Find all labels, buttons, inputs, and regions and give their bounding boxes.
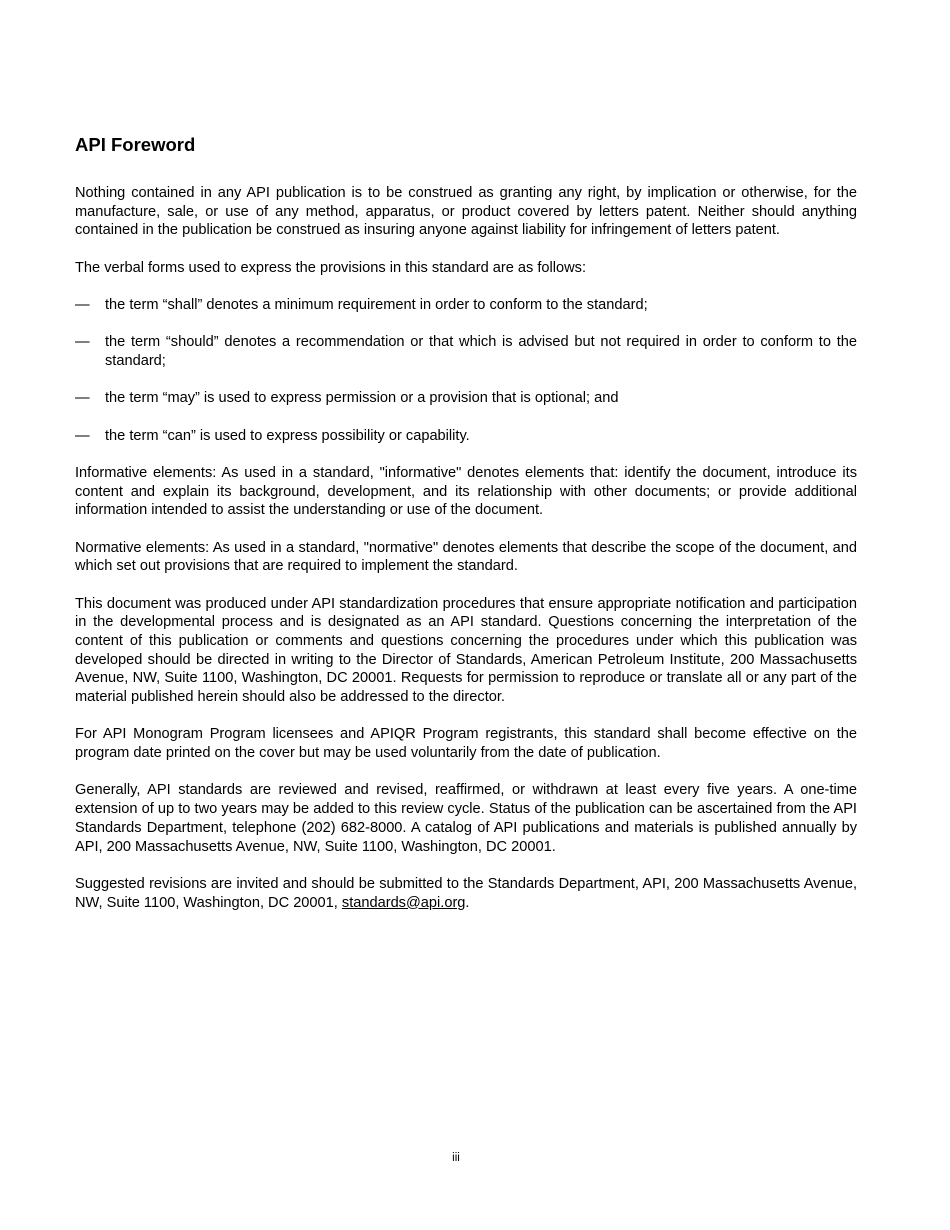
list-item-text: the term “shall” denotes a minimum requirement in order to conform to the standard; bbox=[105, 297, 648, 313]
review-paragraph: Generally, API standards are reviewed and revised, reaffirmed, or withdrawn at least every five years. A one-time extension of up to two years may be added to this review cycle. Status of the publication can be ascertained from the API Standards Department, telephone (202) 682-8000. A catalog of API publications and materials is published annually by API, 200 Massachusetts Avenue, NW, Suite 1100, Washington, DC 20001. bbox=[75, 782, 857, 855]
list-dash: — bbox=[75, 297, 90, 313]
list-item-may bbox=[75, 389, 857, 408]
page-title: API Foreword bbox=[75, 134, 196, 155]
verbal-forms-intro: The verbal forms used to express the provisions in this standard are as follows: bbox=[75, 259, 587, 276]
list-dash: — bbox=[75, 390, 90, 407]
standards-email-link[interactable]: standards@api.org bbox=[341, 894, 466, 911]
revisions-paragraph bbox=[75, 875, 857, 912]
patent-paragraph: Nothing contained in any API publication is to be construed as granting any right, by implication or otherwise, for the manufacture, sale, or use of any method, apparatus, or product covered by letters patent. Neither should anything contained in the publication be construed as insuring anyone against liability for infringement of letters patent. bbox=[75, 185, 857, 239]
list-dash: — bbox=[75, 334, 90, 351]
informative-paragraph: Informative elements: As used in a standard, "informative" denotes elements that: identify the document, introduce its content and explain its background, development, and its relationship with other documents; or provide additional information intended to assist the understanding or use of the document. bbox=[75, 464, 857, 519]
monogram-paragraph: For API Monogram Program licensees and APIQR Program registrants, this standard shall become effective on the program date printed on the cover but may be used voluntarily from the date of publication. bbox=[75, 726, 857, 762]
list-item-shall bbox=[75, 296, 857, 315]
document-page bbox=[75, 133, 857, 912]
list-dash: — bbox=[75, 427, 90, 444]
list-item-can bbox=[75, 427, 857, 446]
list-item-text: the term “may” is used to express permission or a provision that is optional; and bbox=[105, 390, 619, 407]
normative-paragraph: Normative elements: As used in a standard, "normative" denotes elements that describe the scope of the document, and which set out provisions that are required to implement the standard. bbox=[75, 539, 857, 575]
list-item-should bbox=[75, 333, 857, 370]
revisions-text: Suggested revisions are invited and should be submitted to the Standards Department, API, 200 Massachusetts Avenue, NW, Suite 1100, Washington, DC 20001, bbox=[75, 875, 857, 911]
list-item-text: the term “can” is used to express possibility or capability. bbox=[105, 427, 470, 444]
page-number: iii bbox=[452, 1152, 460, 1164]
list-item-text: the term “should” denotes a recommendation or that which is advised but not required in order to conform to the standard; bbox=[105, 334, 857, 369]
revisions-suffix: . bbox=[465, 894, 470, 911]
procedures-paragraph: This document was produced under API standardization procedures that ensure appropriate notification and participation in the developmental process and is designated as an API standard. Questions concerning the interpretation of the content of this publication or comments and questions concerning the procedures under which this publication was developed should be directed in writing to the Director of Standards, American Petroleum Institute, 200 Massachusetts Avenue, NW, Suite 1100, Washington, DC 20001. Requests for permission to reproduce or translate all or any part of the material published herein should also be addressed to the director. bbox=[75, 595, 857, 706]
